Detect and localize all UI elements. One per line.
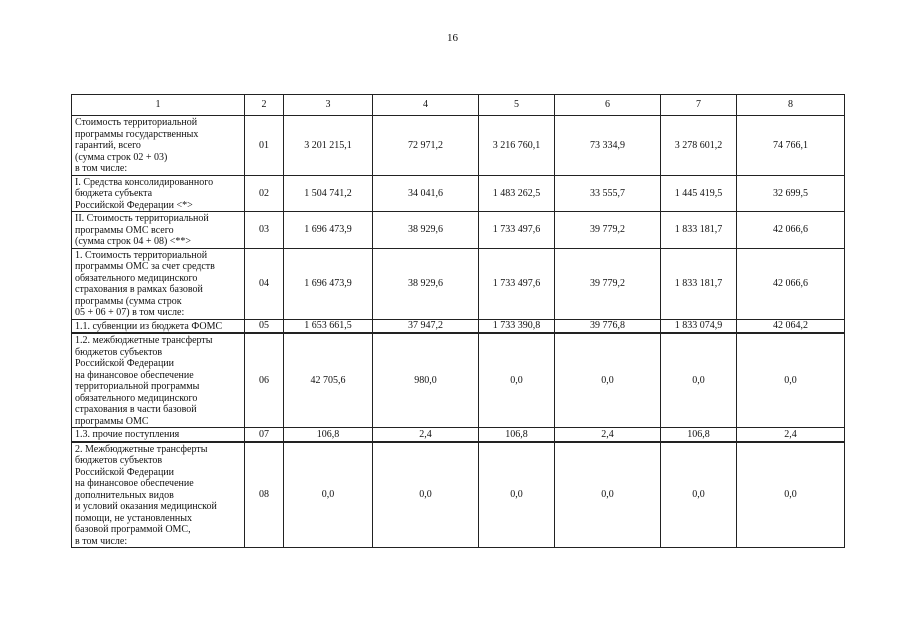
column-header: 8 [737, 95, 845, 116]
value-cell: 3 201 215,1 [284, 116, 373, 176]
table-row [72, 442, 845, 548]
value-cell: 38 929,6 [373, 212, 479, 249]
row-code: 06 [245, 333, 284, 428]
row-label: Стоимость территориальной программы государственных гарантий, всего (сумма строк 02 + 03) в том числе: [72, 116, 245, 176]
value-cell: 1 696 473,9 [284, 248, 373, 319]
value-cell: 1 504 741,2 [284, 175, 373, 212]
row-code: 07 [245, 428, 284, 442]
row-code: 02 [245, 175, 284, 212]
column-header: 3 [284, 95, 373, 116]
value-cell: 72 971,2 [373, 116, 479, 176]
value-cell: 980,0 [373, 333, 479, 428]
table-body [72, 116, 845, 548]
header-row [72, 95, 845, 116]
value-cell: 3 216 760,1 [479, 116, 555, 176]
value-cell: 38 929,6 [373, 248, 479, 319]
value-cell: 39 776,8 [555, 319, 661, 333]
value-cell: 0,0 [373, 442, 479, 548]
row-label: I. Средства консолидированного бюджета субъекта Российской Федерации <*> [72, 175, 245, 212]
value-cell: 42 064,2 [737, 319, 845, 333]
row-label: 1.3. прочие поступления [72, 428, 245, 442]
value-cell: 39 779,2 [555, 248, 661, 319]
value-cell: 0,0 [479, 333, 555, 428]
value-cell: 42 066,6 [737, 248, 845, 319]
row-code: 08 [245, 442, 284, 548]
value-cell: 73 334,9 [555, 116, 661, 176]
value-cell: 37 947,2 [373, 319, 479, 333]
value-cell: 1 833 181,7 [661, 248, 737, 319]
row-code: 01 [245, 116, 284, 176]
table-row [72, 175, 845, 212]
value-cell: 74 766,1 [737, 116, 845, 176]
table-row [72, 116, 845, 176]
row-label: 1. Стоимость территориальной программы ОМС за счет средств обязательного медицинского страхования в рамках базовой программы (сумма строк 05 + 06 + 07) в том числе: [72, 248, 245, 319]
table-row [72, 212, 845, 249]
value-cell: 2,4 [555, 428, 661, 442]
value-cell: 34 041,6 [373, 175, 479, 212]
value-cell: 0,0 [737, 442, 845, 548]
table-row [72, 248, 845, 319]
value-cell: 1 833 074,9 [661, 319, 737, 333]
value-cell: 106,8 [284, 428, 373, 442]
value-cell: 42 066,6 [737, 212, 845, 249]
row-code: 05 [245, 319, 284, 333]
row-code: 04 [245, 248, 284, 319]
column-header: 4 [373, 95, 479, 116]
value-cell: 1 653 661,5 [284, 319, 373, 333]
value-cell: 39 779,2 [555, 212, 661, 249]
value-cell: 1 483 262,5 [479, 175, 555, 212]
column-header: 2 [245, 95, 284, 116]
row-code: 03 [245, 212, 284, 249]
value-cell: 1 445 419,5 [661, 175, 737, 212]
value-cell: 1 733 497,6 [479, 248, 555, 319]
value-cell: 0,0 [479, 442, 555, 548]
page-number: 16 [447, 32, 458, 44]
value-cell: 0,0 [555, 333, 661, 428]
value-cell: 1 696 473,9 [284, 212, 373, 249]
value-cell: 0,0 [284, 442, 373, 548]
value-cell: 2,4 [373, 428, 479, 442]
value-cell: 2,4 [737, 428, 845, 442]
row-label: 1.1. субвенции из бюджета ФОМС [72, 319, 245, 333]
row-label: 1.2. межбюджетные трансферты бюджетов субъектов Российской Федерации на финансовое обеспечение территориальной программы обязательного медицинского страхования в части базовой программы ОМС [72, 333, 245, 428]
table-row [72, 333, 845, 428]
column-header: 7 [661, 95, 737, 116]
value-cell: 0,0 [661, 333, 737, 428]
table-row [72, 319, 845, 333]
value-cell: 0,0 [737, 333, 845, 428]
value-cell: 1 833 181,7 [661, 212, 737, 249]
value-cell: 32 699,5 [737, 175, 845, 212]
column-header: 5 [479, 95, 555, 116]
table-row [72, 428, 845, 442]
value-cell: 1 733 390,8 [479, 319, 555, 333]
row-label: 2. Межбюджетные трансферты бюджетов субъектов Российской Федерации на финансовое обеспечение дополнительных видов и условий оказания медицинской помощи, не установленных базовой программой ОМС, в том числе: [72, 442, 245, 548]
budget-table [71, 94, 845, 548]
value-cell: 33 555,7 [555, 175, 661, 212]
column-header: 1 [72, 95, 245, 116]
value-cell: 106,8 [661, 428, 737, 442]
value-cell: 1 733 497,6 [479, 212, 555, 249]
value-cell: 0,0 [555, 442, 661, 548]
value-cell: 0,0 [661, 442, 737, 548]
column-header: 6 [555, 95, 661, 116]
value-cell: 106,8 [479, 428, 555, 442]
row-label: II. Стоимость территориальной программы ОМС всего (сумма строк 04 + 08) <**> [72, 212, 245, 249]
value-cell: 42 705,6 [284, 333, 373, 428]
value-cell: 3 278 601,2 [661, 116, 737, 176]
